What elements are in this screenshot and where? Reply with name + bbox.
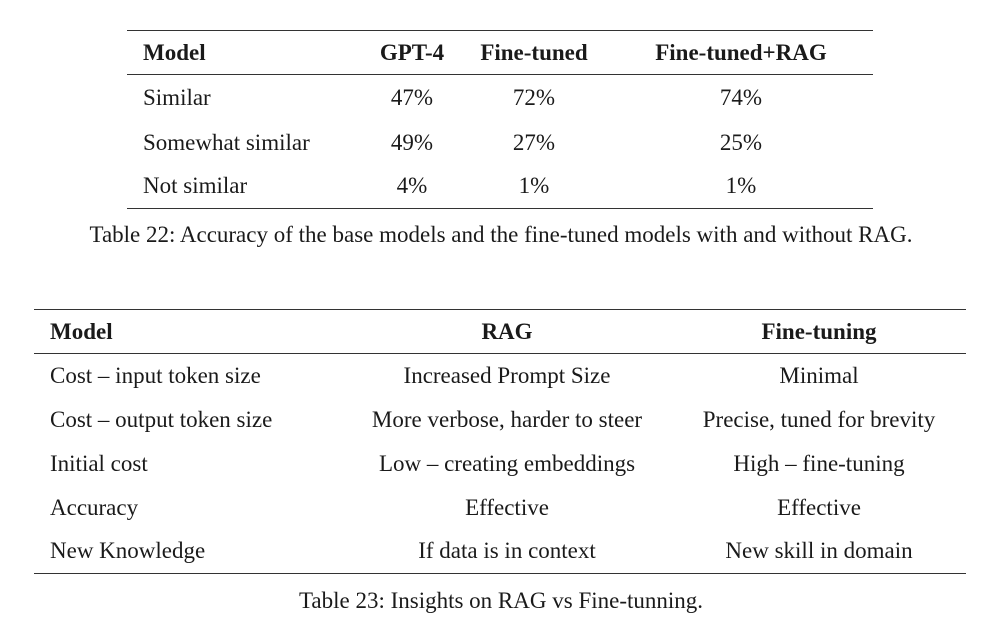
column-header-fine-tuned: Fine-tuned [459,31,609,75]
table-row [34,530,966,574]
table-cell: 72% [512,84,556,110]
table-cell: Low – creating embeddings [378,450,636,476]
table-cell: Increased Prompt Size [403,362,611,388]
table-cell: More verbose, harder to steer [371,406,643,432]
column-header-rag: RAG [342,310,672,354]
table-row [34,486,966,530]
table-cell: Precise, tuned for brevity [702,406,936,432]
row-label: Similar [143,84,211,110]
table-cell: 4% [396,173,428,199]
table-22-caption: Table 22: Accuracy of the base models and the fine-tuned models with and without RAG. [89,222,913,247]
table-cell: New skill in domain [725,538,913,564]
column-header-fine-tuned-rag: Fine-tuned+RAG [609,31,873,75]
row-label: Accuracy [50,494,139,520]
column-header-model: Model [127,31,365,75]
table-cell: 25% [719,129,763,155]
table-row [127,165,873,209]
row-label: Initial cost [50,450,148,476]
table-row [127,121,873,165]
column-header-model: Model [34,310,342,354]
table-cell: High – fine-tuning [733,450,905,476]
row-label: Cost – input token size [50,362,261,388]
row-label: New Knowledge [50,538,206,564]
table-cell: 1% [725,173,757,199]
table-cell: 47% [390,84,434,110]
insights-table [34,309,966,574]
table-cell: Effective [465,494,549,520]
table-23-caption: Table 23: Insights on RAG vs Fine-tunning. [298,588,704,613]
column-header-gpt4: GPT-4 [365,31,459,75]
row-label: Somewhat similar [143,129,310,155]
table-row [127,75,873,121]
table-header-row [34,310,966,354]
table-cell: Effective [777,494,861,520]
row-label: Cost – output token size [50,406,273,432]
table-cell: If data is in context [418,538,596,564]
table-cell: 49% [390,129,434,155]
row-label: Not similar [143,173,248,199]
table-row [34,354,966,398]
table-row [34,442,966,486]
table-header-row [127,31,873,75]
table-cell: 74% [719,84,763,110]
table-cell: 1% [518,173,550,199]
table-cell: 27% [512,129,556,155]
accuracy-table [127,30,873,209]
table-cell: Minimal [779,362,859,388]
table-row [34,398,966,442]
column-header-fine-tuning: Fine-tuning [672,310,966,354]
